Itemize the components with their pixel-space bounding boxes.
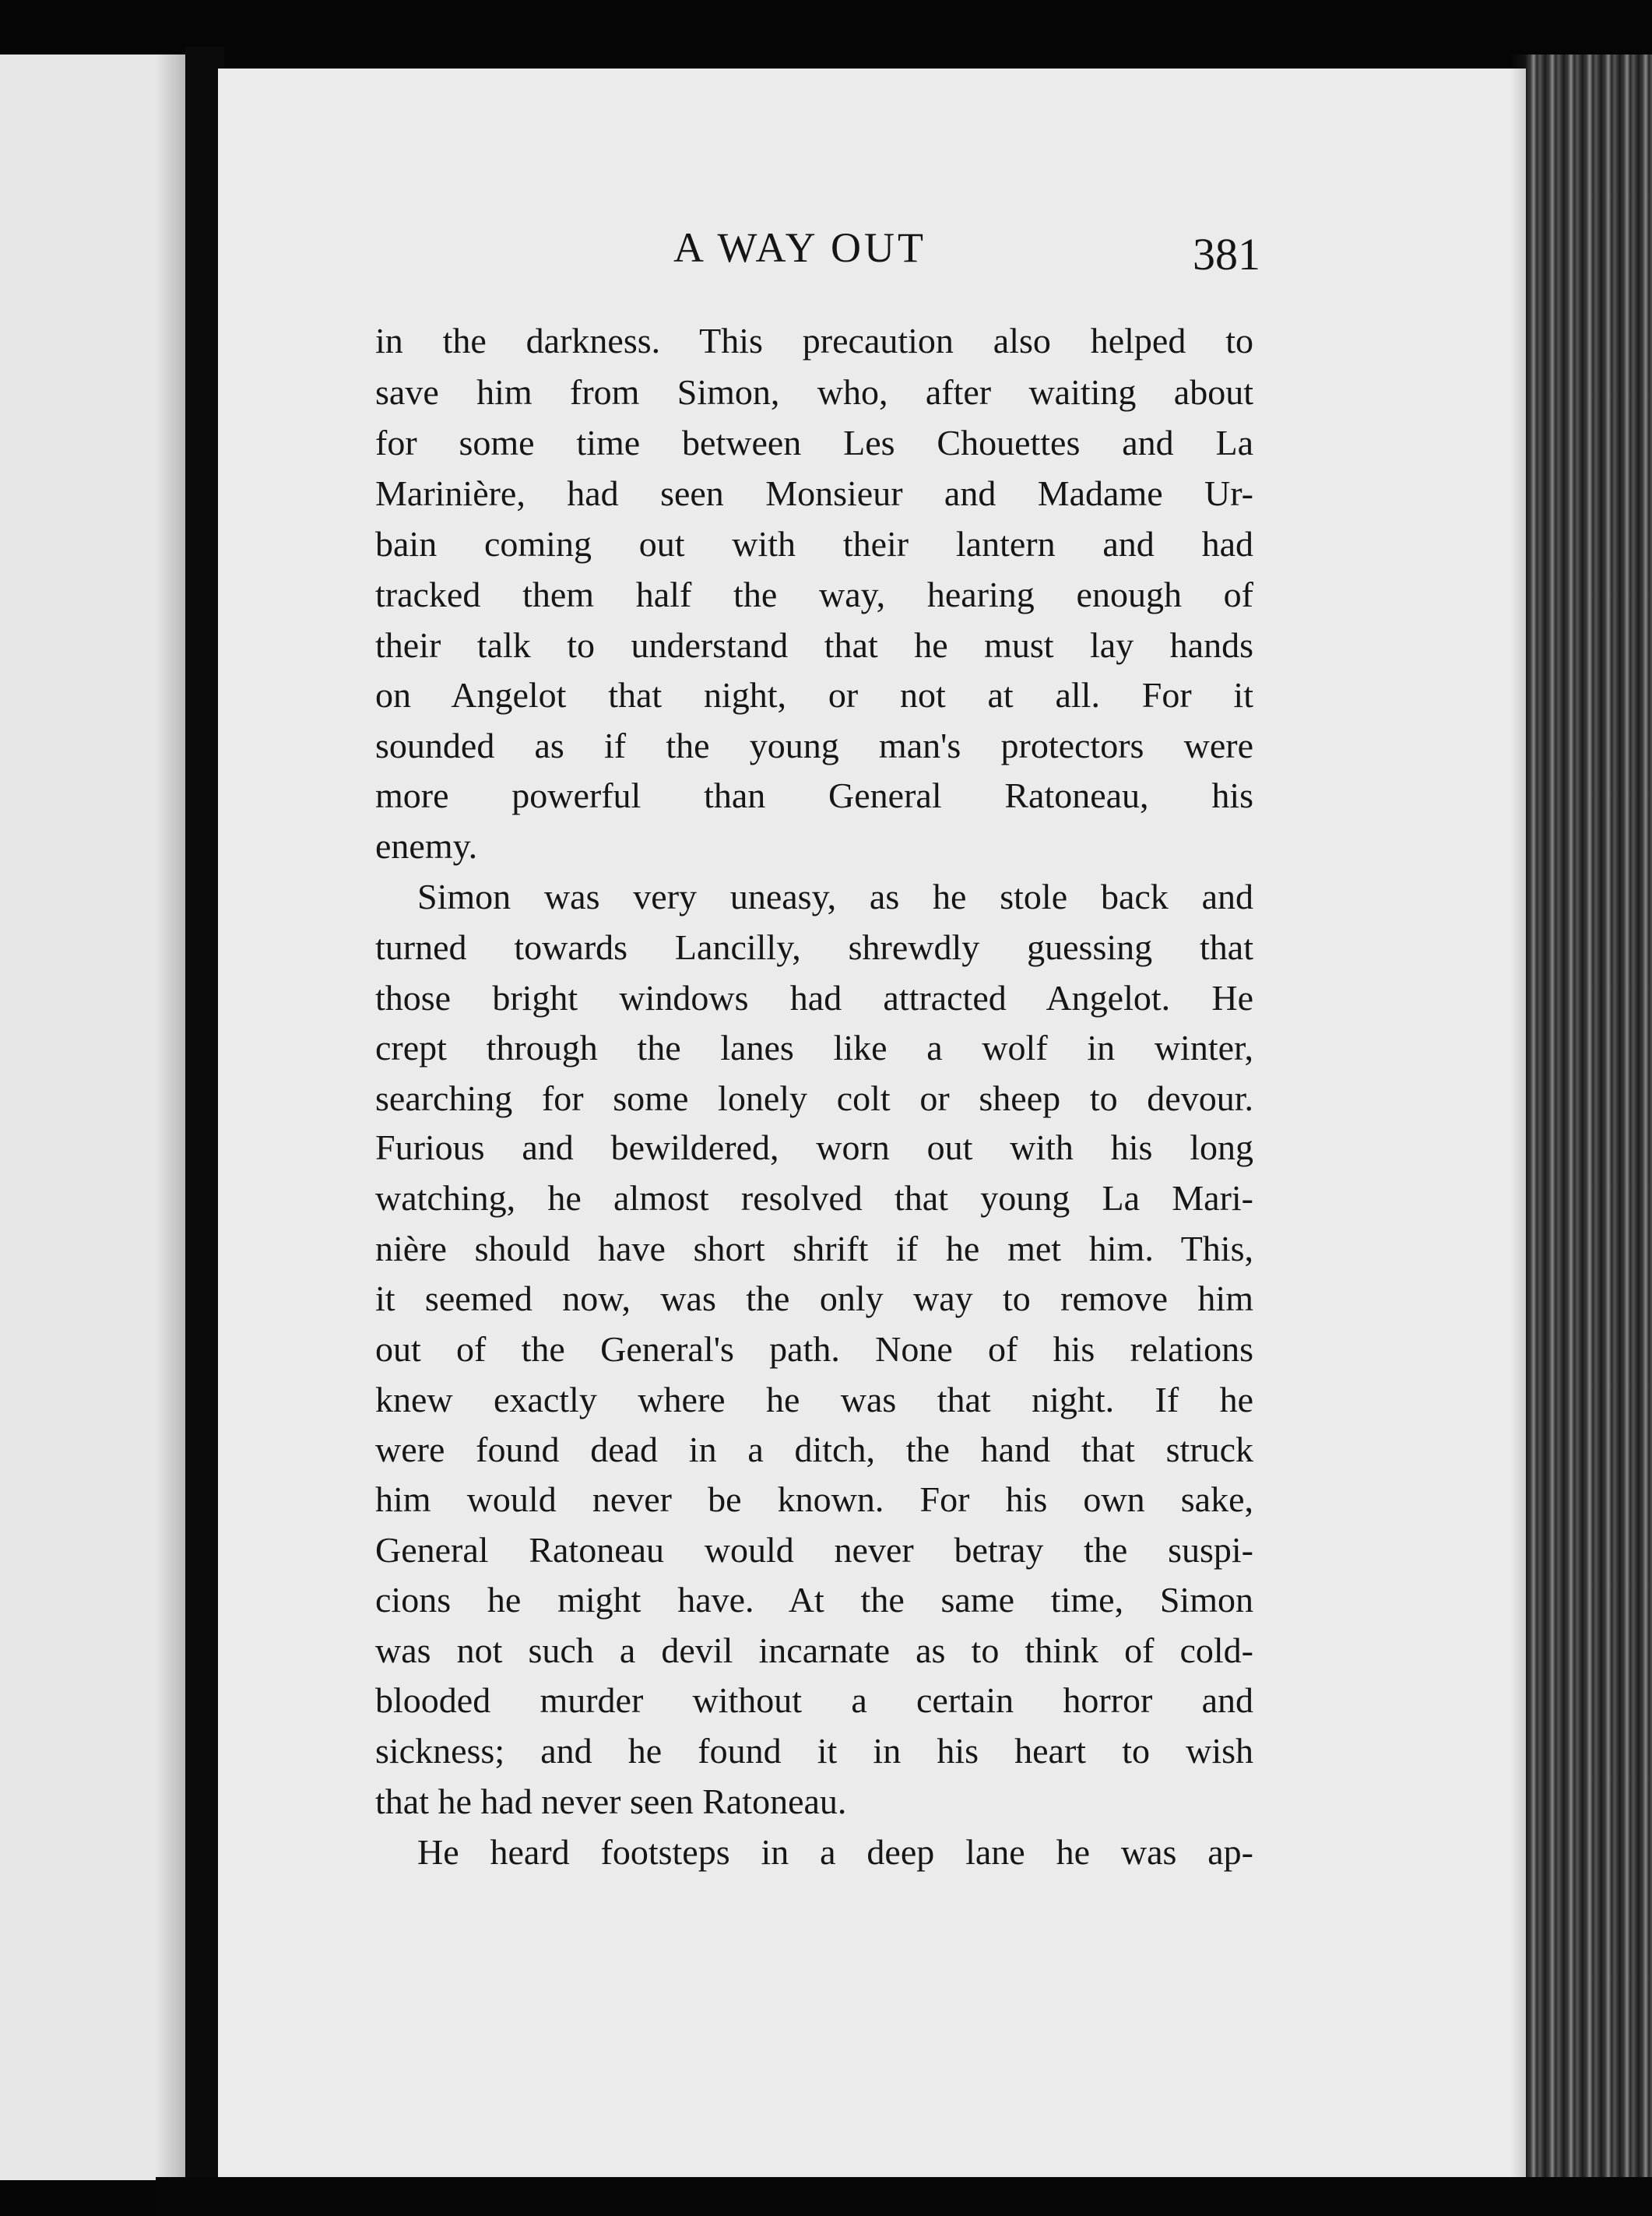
text-line: were found dead in a ditch, the hand that struck [375,1430,1253,1469]
text-line: out of the General's path. None of his relations [375,1329,1253,1369]
text-line: searching for some lonely colt or sheep to devour. [375,1078,1253,1118]
running-head: A WAY OUT [673,224,927,271]
text-line: Simon was very uneasy, as he stole back and [417,877,1253,916]
text-line: cions he might have. At the same time, Simon [375,1580,1253,1620]
text-line: him would never be known. For his own sake, [375,1479,1253,1519]
scan-bottom-edge [156,2177,1652,2216]
text-line: Marinière, had seen Monsieur and Madame Ur- [375,473,1253,513]
text-line: it seemed now, was the only way to remove him [375,1279,1253,1318]
text-line: enemy. [375,826,478,866]
text-line: on Angelot that night, or not at all. For it [375,675,1253,715]
text-line: those bright windows had attracted Angelot. He [375,978,1253,1018]
text-line: sounded as if the young man's protectors were [375,726,1253,765]
text-line: Furious and bewildered, worn out with his long [375,1127,1253,1167]
text-line: for some time between Les Chouettes and La [375,423,1253,463]
text-line: their talk to understand that he must lay hands [375,625,1253,665]
text-line: that he had never seen Ratoneau. [375,1782,847,1821]
text-line: He heard footsteps in a deep lane he was ap- [417,1832,1253,1872]
page-number: 381 [1193,229,1260,280]
text-line: knew exactly where he was that night. If he [375,1380,1253,1419]
text-line: in the darkness. This precaution also helped to [375,321,1253,361]
text-line: tracked them half the way, hearing enough of [375,575,1253,614]
text-line: General Ratoneau would never betray the suspi- [375,1530,1253,1570]
book-fore-edge [1526,55,1652,2188]
text-line: more powerful than General Ratoneau, his [375,776,1253,815]
text-line: blooded murder without a certain horror and [375,1680,1253,1720]
text-line: was not such a devil incarnate as to think of cold- [375,1630,1253,1670]
text-line: watching, he almost resolved that young La Mari- [375,1178,1253,1218]
text-line: turned towards Lancilly, shrewdly guessing that [375,927,1253,967]
text-line: save him from Simon, who, after waiting about [375,372,1253,412]
text-line: bain coming out with their lantern and had [375,524,1253,564]
text-line: crept through the lanes like a wolf in winter, [375,1028,1253,1068]
text-line: nière should have short shrift if he met him. This, [375,1229,1253,1268]
text-line: sickness; and he found it in his heart to wish [375,1731,1253,1771]
